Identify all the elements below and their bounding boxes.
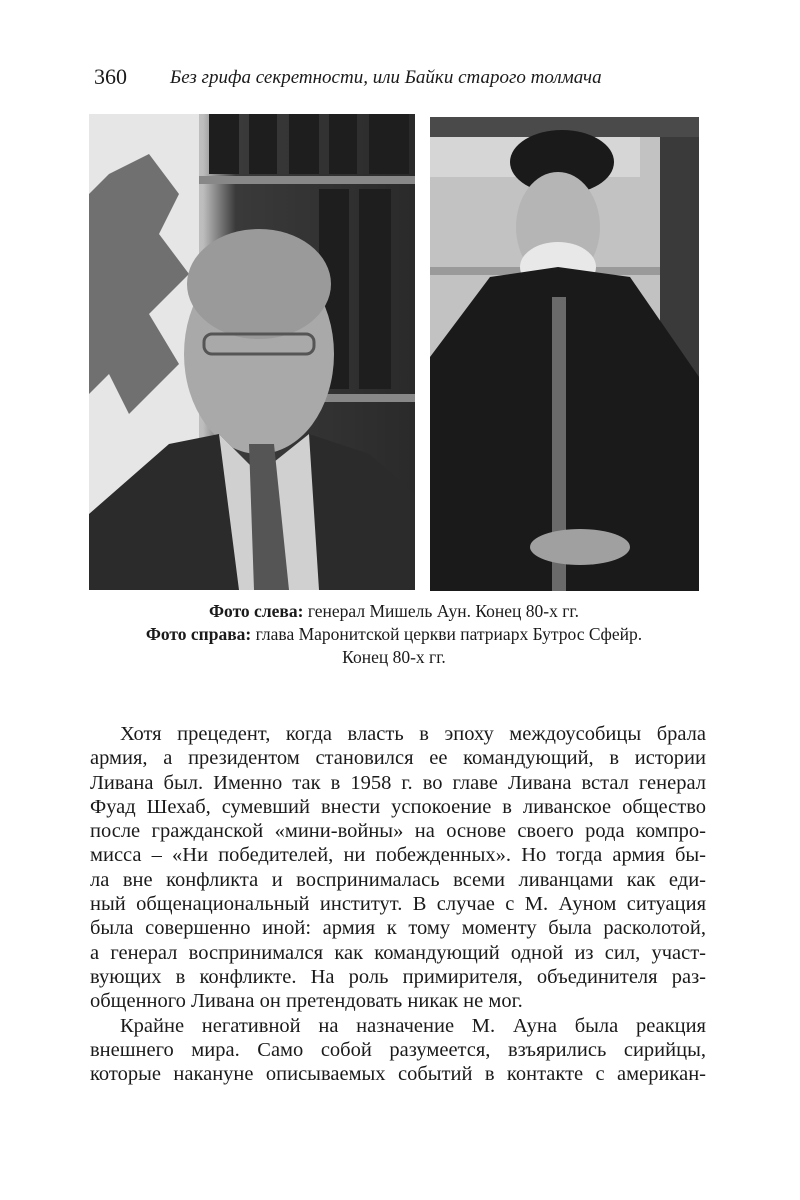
photo-general-aoun bbox=[89, 114, 415, 590]
text-line: а генерал воспринимался как командующий одной из сил, участ- bbox=[90, 941, 706, 964]
page-number: 360 bbox=[94, 64, 127, 89]
photo-patriarch-sfeir bbox=[430, 117, 699, 591]
portrait-photo-icon bbox=[89, 114, 415, 590]
text-line: Фуад Шехаб, сумевший внести успокоение в ливанское общество bbox=[90, 795, 706, 818]
paragraph-1 bbox=[90, 722, 706, 1014]
caption-right-label: Фото справа: bbox=[145, 624, 252, 644]
text-line: вующих в конфликте. На роль примирителя, объединителя раз- bbox=[90, 965, 706, 988]
running-head bbox=[94, 64, 714, 94]
caption-right-text: глава Маронитской церкви патриарх Бутрос Сфейр. bbox=[251, 624, 643, 644]
caption-left-text: генерал Мишель Аун. Конец 80-х гг. bbox=[303, 601, 579, 621]
caption-right-cont: Конец 80-х гг. bbox=[342, 647, 446, 667]
text-line: была совершенно иной: армия к тому моменту была расколотой, bbox=[90, 917, 706, 940]
caption-left-label: Фото слева: bbox=[209, 601, 304, 621]
text-line: внешнего мира. Само собой разумеется, взъярились сирийцы, bbox=[90, 1038, 706, 1061]
text-line: армия, а президентом становился ее командующий, в истории bbox=[90, 747, 706, 770]
text-line: Ливана был. Именно так в 1958 г. во главе Ливана встал генерал bbox=[90, 771, 706, 794]
figure-caption bbox=[89, 600, 699, 669]
text-line: общенного Ливана он претендовать никак не мог. bbox=[90, 990, 523, 1013]
text-line: ный общенациональный институт. В случае с М. Ауном ситуация bbox=[90, 893, 706, 916]
text-line: Хотя прецедент, когда власть в эпоху междоусобицы брала bbox=[120, 723, 706, 745]
paragraph-2 bbox=[90, 1014, 706, 1087]
caption-line-left bbox=[89, 600, 699, 623]
text-line: после гражданской «мини-войны» на основе своего рода компро- bbox=[90, 820, 706, 843]
running-title: Без грифа секретности, или Байки старого толмача bbox=[170, 67, 602, 88]
text-line: которые накануне описываемых событий в контакте с американ- bbox=[90, 1063, 706, 1086]
caption-line-right bbox=[89, 623, 699, 646]
portrait-photo-icon bbox=[430, 117, 699, 591]
text-line: мисса – «Ни победителей, ни побежденных». Но тогда армия бы- bbox=[90, 844, 706, 867]
body-text bbox=[90, 722, 706, 1086]
text-line: ла вне конфликта и воспринималась всеми ливанцами как еди- bbox=[90, 868, 706, 891]
text-line: Крайне негативной на назначение М. Ауна была реакция bbox=[120, 1014, 706, 1037]
